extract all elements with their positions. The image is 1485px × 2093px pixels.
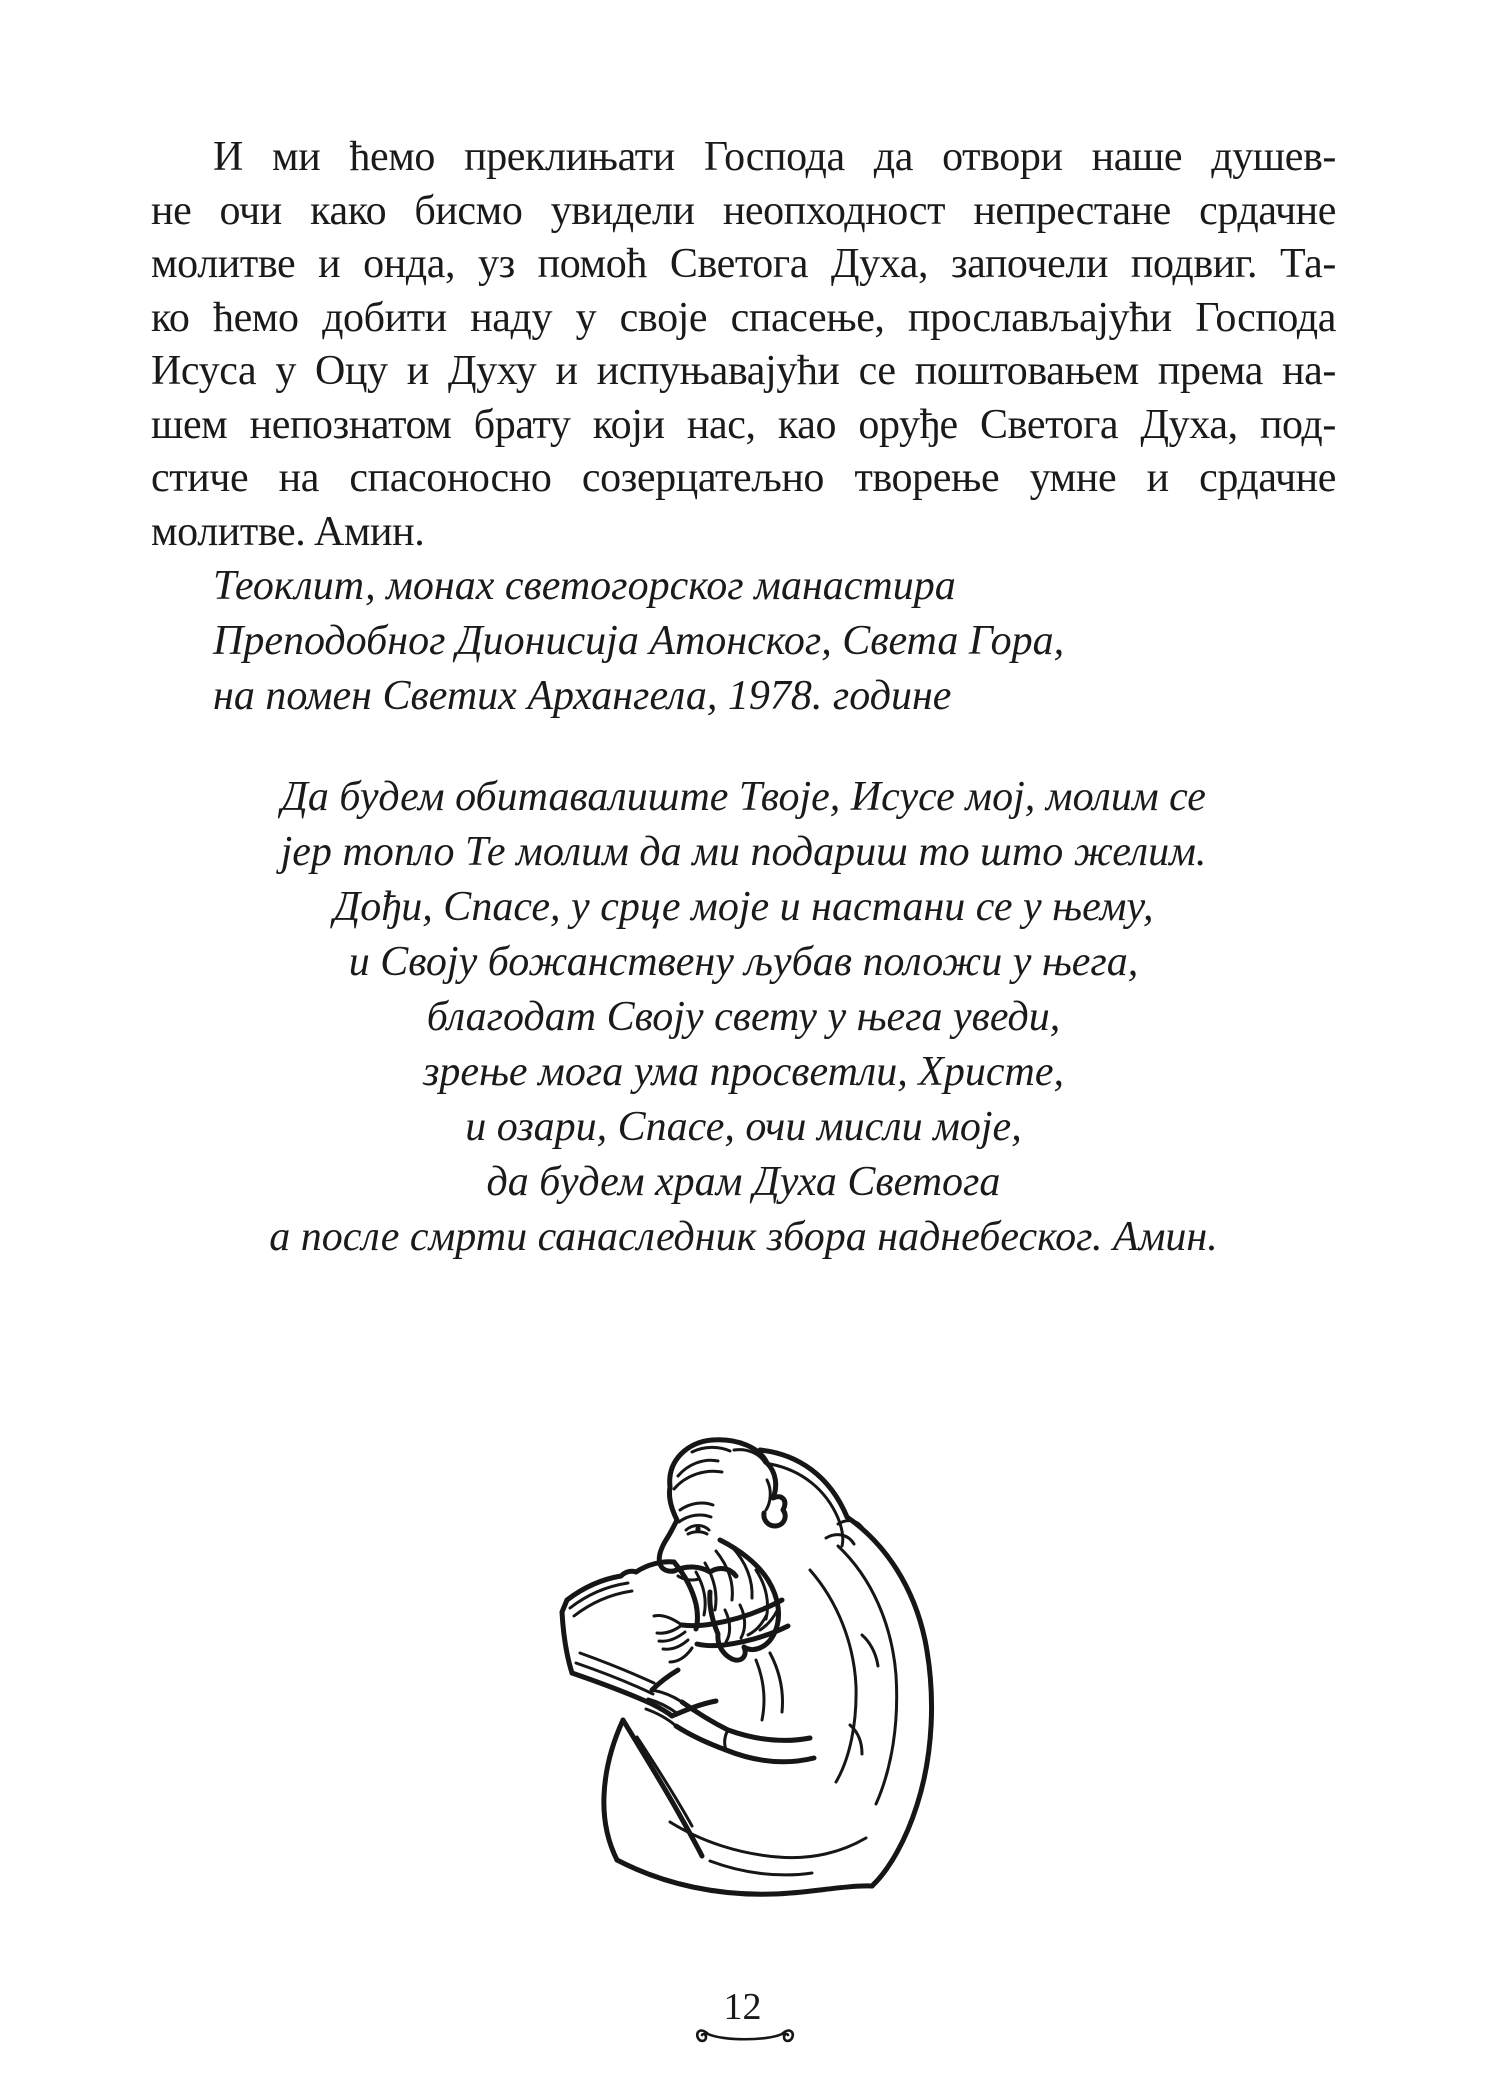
- prayer-poem: [151, 770, 1336, 1265]
- poem-line: Да будем обитавалиште Твоје, Исусе мој, молим се: [281, 774, 1206, 820]
- text-column: [151, 131, 1336, 1265]
- paragraph-line: И ми ћемо преклињати Господа да отвори наше душев-: [213, 134, 1336, 180]
- monk-reading-illustration: [520, 1420, 980, 1900]
- flourish-icon: [695, 2016, 795, 2048]
- paragraph-line: не очи како бисмо увидели неопходност непрестане срдачне: [151, 187, 1336, 234]
- attribution-line: Теоклит, монах светогорског манастира: [213, 563, 956, 609]
- body-paragraph: [151, 131, 1336, 559]
- poem-line: да будем храм Духа Светога: [486, 1159, 1001, 1205]
- paragraph-line: молитве и онда, уз помоћ Светога Духа, започели подвиг. Та-: [151, 241, 1336, 287]
- paragraph-line: ко ћемо добити наду у своје спасење, прослављајући Господа: [151, 294, 1336, 341]
- attribution-line: на помен Светих Архангела, 1978. године: [213, 673, 952, 719]
- paragraph-line: шем непознатом брату који нас, као оруђе Светога Духа, под-: [151, 401, 1336, 448]
- paragraph-line: молитве. Амин.: [151, 508, 425, 555]
- poem-line: а после смрти санаследник збора наднебеског. Амин.: [269, 1214, 1218, 1260]
- poem-line: и Своју божанствену љубав положи у њега,: [348, 939, 1139, 985]
- paragraph-line: Исуса у Оцу и Духу и испуњавајући се поштовањем према на-: [151, 348, 1336, 394]
- attribution: [151, 559, 1336, 724]
- page-number: 12: [723, 1986, 762, 2028]
- poem-line: јер топло Те молим да ми подариш то што желим.: [280, 829, 1207, 875]
- poem-line: Дођи, Спасе, у срце моје и настани се у њему,: [333, 884, 1154, 930]
- poem-line: благодат Своју свету у њега уведи,: [426, 994, 1061, 1040]
- poem-line: зрење мога ума просветли, Христе,: [422, 1049, 1065, 1095]
- attribution-line: Преподобног Дионисија Атонског, Света Гора,: [213, 618, 1065, 664]
- poem-line: и озари, Спасе, очи мисли моје,: [465, 1104, 1022, 1150]
- paragraph-line: стиче на спасоносно созерцатељно творење умне и срдачне: [151, 455, 1336, 501]
